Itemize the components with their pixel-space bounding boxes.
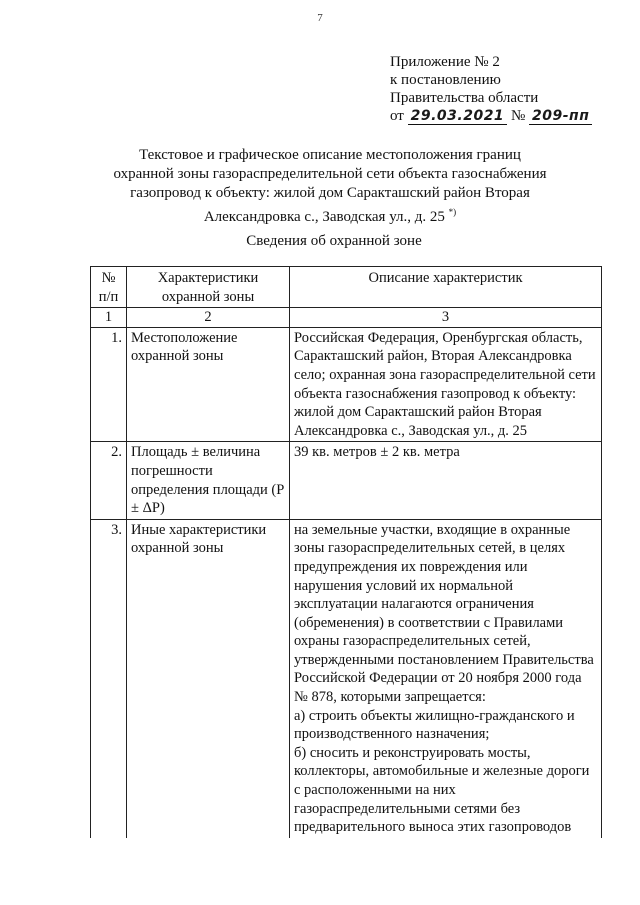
title-line-4-text: Александровка с., Заводская ул., д. 25 [203,209,445,225]
row-num: 2. [91,442,127,519]
header-num: № п/п [91,267,127,308]
description-paragraph: на земельные участки, входящие в охранные зоны газораспределительных сетей, в целях предупреждения их повреждения или нарушения условий их нормальной эксплуатации налагаются ограничения (обременения) в соответствии с Правилами охраны газораспределительных сетей, утвержденными постановлением Правительства Российской Федерации от 20 ноября 2000 года № 878, которыми запрещается: [294,521,594,706]
appendix-block [390,53,592,125]
row-description: Российская Федерация, Оренбургская область, Саракташский район, Вторая Александровка село; охранная зона газораспределительной сети объекта газоснабжения газопровод к объекту: жилой дом Саракташский район Вторая Александровка с., Заводская ул., д. 25 [290,327,602,442]
row-num: 3. [91,519,127,838]
description-item-a: а) строить объекты жилищно-гражданского и производственного назначения; [294,707,575,743]
table-row [91,519,602,838]
index-cell-2: 2 [127,308,290,328]
header-description: Описание характеристик [290,267,602,308]
table-row [91,442,602,519]
title-line-4 [95,203,565,227]
row-description [290,519,602,838]
table-index-row [91,308,602,328]
row-description: 39 кв. метров ± 2 кв. метра [290,442,602,519]
document-title [95,146,565,227]
description-item-b: б) сносить и реконструировать мосты, коллекторы, автомобильные и железные дороги с расположенными на них газораспределительными сетями без предварительного выноса этих газопроводов [294,744,590,836]
table-row [91,327,602,442]
appendix-date-line [390,107,592,125]
header-characteristic: Характеристики охранной зоны [127,267,290,308]
index-cell-1: 1 [91,308,127,328]
handwritten-number: 209-пп [529,108,592,125]
title-line-2: охранной зоны газораспределительной сети объекта газоснабжения [113,166,547,182]
page-number: 7 [317,12,323,24]
date-prefix: от [390,108,404,124]
row-characteristic: Иные характеристики охранной зоны [127,519,290,838]
footnote-mark: *) [448,207,457,217]
title-line-3: газопровод к объекту: жилой дом Саракташский район Вторая [130,185,530,201]
table-header-row [91,267,602,308]
protection-zone-table [90,266,602,838]
number-sign: № [510,108,526,124]
index-cell-3: 3 [290,308,602,328]
row-num: 1. [91,327,127,442]
appendix-line-2: к постановлению [390,72,501,88]
title-line-1: Текстовое и графическое описание местоположения границ [139,147,521,163]
appendix-line-1: Приложение № 2 [390,54,500,70]
section-title: Сведения об охранной зоне [246,233,422,249]
row-characteristic: Местоположение охранной зоны [127,327,290,442]
appendix-line-3: Правительства области [390,90,539,106]
row-characteristic: Площадь ± величина погрешности определения площади (P ± ΔP) [127,442,290,519]
handwritten-date: 29.03.2021 [408,108,508,125]
